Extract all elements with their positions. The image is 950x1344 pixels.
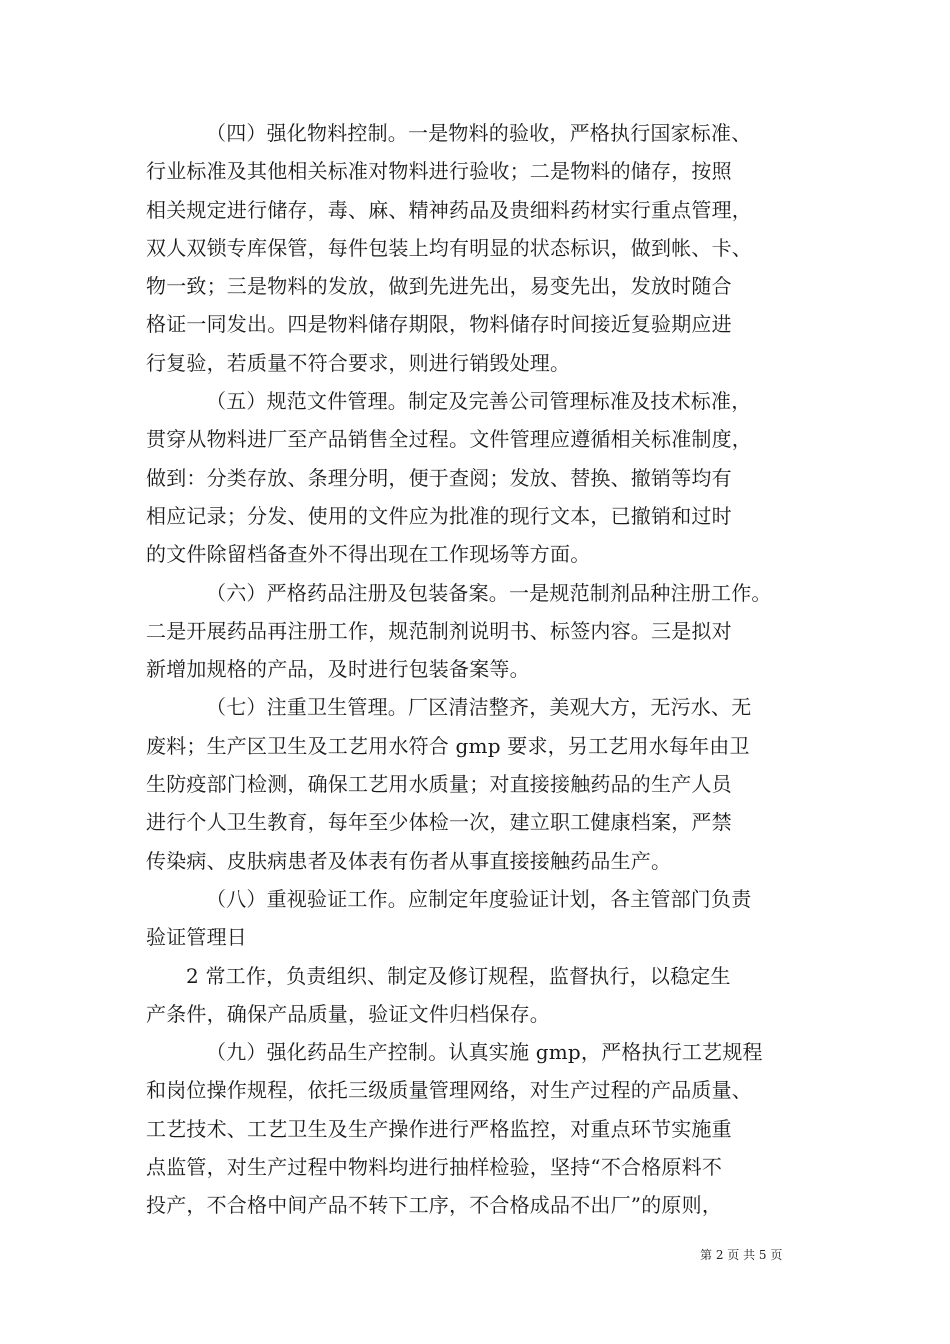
text-line: （五）规范文件管理。制定及完善公司管理标准及技术标准， [206,389,752,414]
text-line: 生防疫部门检测，确保工艺用水质量；对直接接触药品的生产人员 [146,772,732,797]
text-line: 双人双锁专库保管，每件包装上均有明显的状态标识，做到帐、卡、 [146,235,752,260]
text-line: 和岗位操作规程，依托三级质量管理网络，对生产过程的产品质量、 [146,1078,752,1103]
text-line: 新增加规格的产品，及时进行包装备案等。 [146,657,530,682]
text-line: 验证管理日 [146,925,247,950]
text-line: 行业标准及其他相关标准对物料进行验收；二是物料的储存，按照 [146,159,732,184]
text-line: 相应记录；分发、使用的文件应为批准的现行文本，已撤销和过时 [146,503,732,528]
text-line: （四）强化物料控制。一是物料的验收，严格执行国家标准、 [206,121,752,145]
text-line: 产条件，确保产品质量，验证文件归档保存。 [146,1001,550,1026]
text-line: 相关规定进行储存，毒、麻、精神药品及贵细料药材实行重点管理， [146,197,752,222]
text-line: 点监管，对生产过程中物料均进行抽样检验，坚持“不合格原料不 [146,1155,723,1180]
text-line: 传染病、皮肤病患者及体表有伤者从事直接接触药品生产。 [146,848,672,873]
text-line: （九）强化药品生产控制。认真实施 gmp，严格执行工艺规程 [206,1040,763,1065]
text-line: （八）重视验证工作。应制定年度验证计划，各主管部门负责 [206,886,752,911]
text-line: 废料；生产区卫生及工艺用水符合 gmp 要求，另工艺用水每年由卫 [146,733,750,758]
text-line: 行复验，若质量不符合要求，则进行销毁处理。 [146,350,571,375]
text-line: 投产，不合格中间产品不转下工序，不合格成品不出厂”的原则， [146,1193,723,1218]
text-line: （七）注重卫生管理。厂区清洁整齐，美观大方，无污水、无 [206,695,752,720]
text-line: （六）严格药品注册及包装备案。一是规范制剂品种注册工作。 [206,580,772,605]
text-line: 格证一同发出。四是物料储存期限，物料储存时间接近复验期应进 [146,312,732,337]
text-line: 物一致；三是物料的发放，做到先进先出，易变先出，发放时随合 [146,274,732,299]
text-line: 进行个人卫生教育，每年至少体检一次，建立职工健康档案，严禁 [146,810,732,835]
text-line: 工艺技术、工艺卫生及生产操作进行严格监控，对重点环节实施重 [146,1116,732,1141]
text-line: 的文件除留档备查外不得出现在工作现场等方面。 [146,542,591,567]
page-number-footer: 第 2 页 共 5 页 [700,1248,783,1262]
text-line: 2 常工作，负责组织、制定及修订规程，监督执行，以稳定生 [186,963,731,988]
text-line: 做到：分类存放、条理分明，便于查阅；发放、替换、撤销等均有 [146,465,732,490]
text-line: 贯穿从物料进厂至产品销售全过程。文件管理应遵循相关标准制度， [146,427,752,452]
document-body [146,114,814,1225]
text-line: 二是开展药品再注册工作，规范制剂说明书、标签内容。三是拟对 [146,618,732,643]
